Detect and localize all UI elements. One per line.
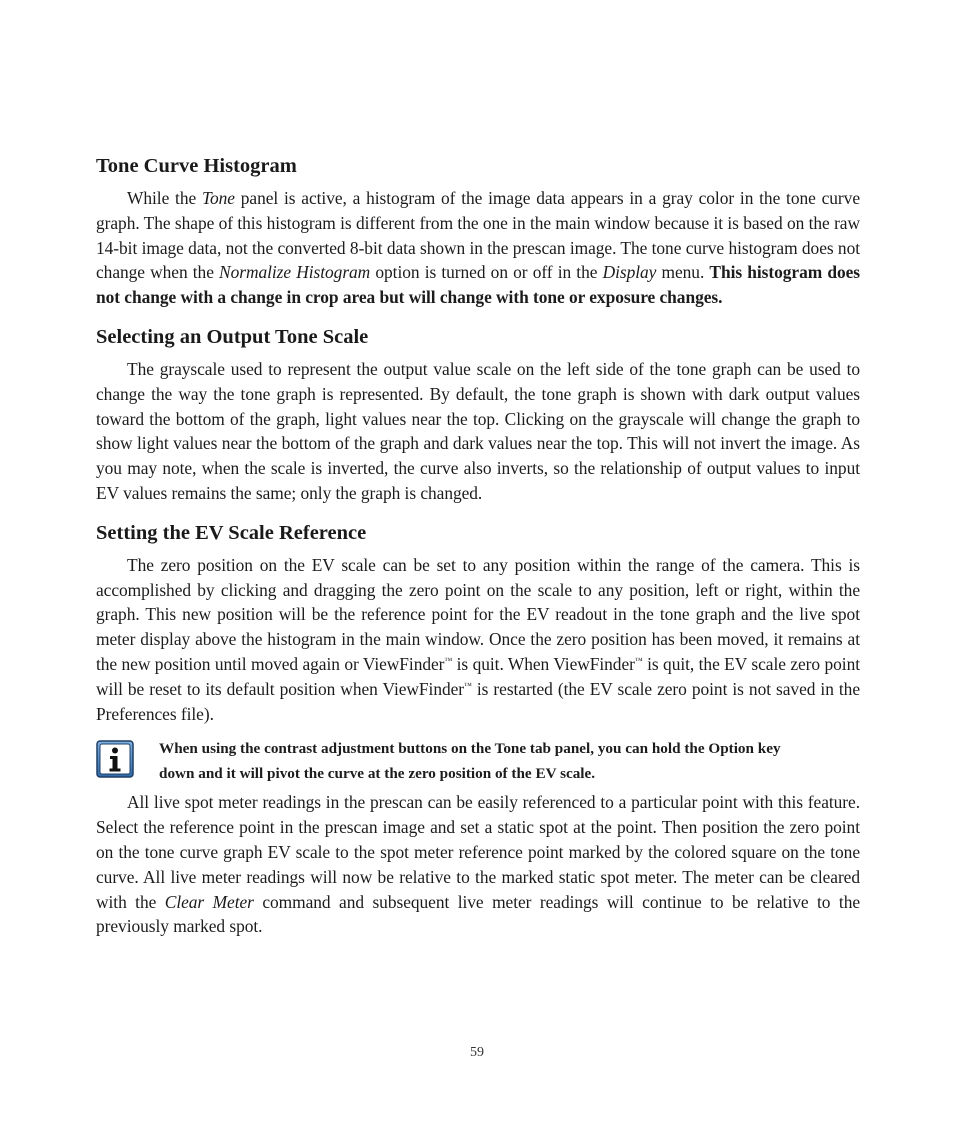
text-run: menu. — [656, 262, 710, 283]
section-heading-output-tone-scale: Selecting an Output Tone Scale — [96, 325, 369, 348]
trademark-symbol: ™ — [634, 655, 643, 665]
italic-term-clear-meter: Clear Meter — [164, 891, 254, 912]
paragraph-tone-curve-histogram — [96, 186, 860, 310]
section-heading-ev-scale-reference: Setting the EV Scale Reference — [96, 521, 367, 544]
bold-statement: This histogram does not change with a change in crop area but will change with tone or exposure changes. — [96, 262, 861, 308]
text-run: The zero position on the EV scale can be set to any position within the range of the camera. This is accomplished by clicking and dragging the zero point on the scale to any position, left or right, within the graph. This new position will be the reference point for the EV readout in the tone graph and the live spot meter display above the histogram in the main window. Once the zero position has been moved, it remains at the new position until moved again or ViewFinder — [96, 554, 860, 674]
text-run: All live spot meter readings in the prescan can be easily referenced to a particular point with this feature. Select the reference point in the prescan image and set a static spot at the point. Then position the zero point on the tone curve graph EV scale to the spot meter reference point marked by the colored square on the tone curve. All live meter readings will now be relative to the marked static spot meter. The meter can be cleared with the — [96, 792, 860, 912]
trademark-symbol: ™ — [464, 680, 472, 690]
text-run: The grayscale used to represent the output value scale on the left side of the tone graph can be used to change the way the tone graph is represented. By default, the tone graph is shown with dark output values toward the bottom of the graph, light values near the top. Clicking on the grayscale will change the graph to show light values near the bottom of the graph and dark values near the top. This will not invert the image. As you may note, when the scale is inverted, the curve also inverts, so the relationship of output values to input EV values remains the same; only the graph is changed. — [96, 358, 860, 503]
trademark-symbol: ™ — [444, 655, 453, 665]
italic-term-display: Display — [602, 262, 657, 283]
paragraph-ev-scale-reference — [96, 553, 860, 727]
note-text: When using the contrast adjustment buttons on the Tone tab panel, you can hold the Option key down and it will pivot the curve at the zero position of the EV scale. — [159, 740, 781, 782]
page-content — [96, 153, 860, 939]
text-run: is quit, the EV scale zero point will be reset to its default position when ViewFinder — [96, 653, 861, 699]
page-number: 59 — [470, 1045, 484, 1060]
section-heading-tone-curve-histogram: Tone Curve Histogram — [96, 155, 297, 177]
text-run: command and subsequent live meter readings will continue to be relative to the previously marked spot. — [96, 891, 861, 937]
italic-term-normalize-histogram: Normalize Histogram — [219, 262, 371, 283]
text-run: is restarted (the EV scale zero point is not saved in the Preferences file). — [96, 678, 860, 724]
info-note — [96, 737, 860, 785]
text-run: While the — [127, 188, 202, 208]
paragraph-output-tone-scale — [96, 357, 860, 506]
info-icon — [96, 740, 134, 778]
text-run: is quit. When ViewFinder — [452, 653, 635, 674]
paragraph-live-spot-meter — [96, 790, 860, 939]
italic-term-tone: Tone — [201, 188, 235, 208]
text-run: panel is active, a histogram of the image data appears in a gray color in the tone curve graph. The shape of this histogram is different from the one in the main window because it is based on the raw 14-bit image data, not the converted 8-bit data shown in the prescan image. The tone curve histogram does not change when the — [96, 188, 860, 283]
text-run: option is turned on or off in the — [370, 262, 603, 283]
